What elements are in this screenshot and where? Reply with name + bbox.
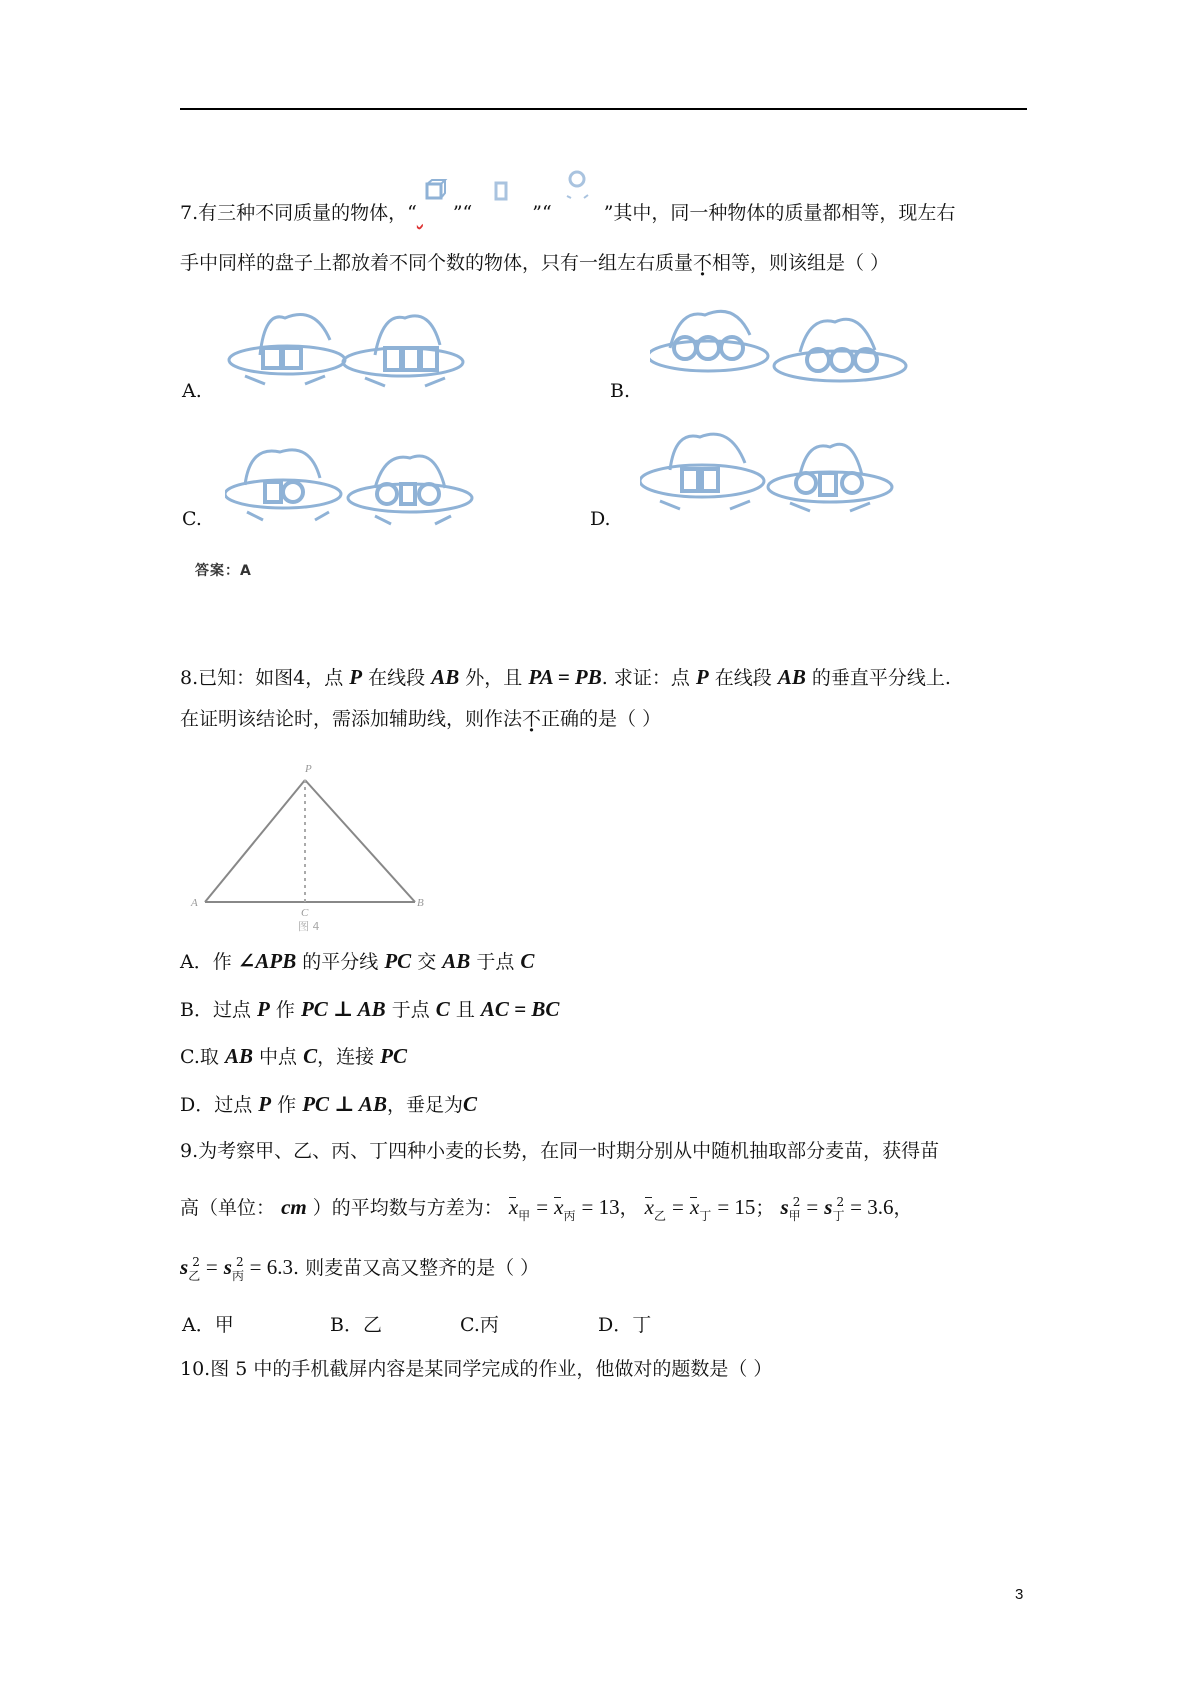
q8-option-b[interactable] xyxy=(180,996,559,1023)
value: = 15 xyxy=(717,1195,756,1219)
subscript: 乙 xyxy=(653,1209,666,1223)
q7-text: 手中同样的盘子上都放着不同个数的物体，只有一组左右质量 xyxy=(180,252,694,274)
math-var: C xyxy=(303,1044,318,1068)
mean-symbol: x xyxy=(689,1195,700,1219)
option-text: 且 xyxy=(455,999,475,1021)
q8-option-d[interactable] xyxy=(180,1091,477,1118)
q9-line1: 9.为考察甲、乙、丙、丁四种小麦的长势，在同一时期分别从中随机抽取部分麦苗，获得苗 xyxy=(180,1140,940,1162)
q9-option-b[interactable]: B．乙 xyxy=(330,1314,382,1336)
page-number: 3 xyxy=(1015,1586,1024,1603)
math-var: P xyxy=(349,665,363,689)
math-var: P xyxy=(258,1092,272,1116)
q8-text: 正确的是（ ） xyxy=(541,708,662,730)
q10-line1: 10.图 5 中的手机截屏内容是某同学完成的作业，他做对的题数是（ ） xyxy=(180,1358,773,1380)
subscript: 丙 xyxy=(231,1269,244,1283)
value: = 6.3 xyxy=(249,1255,294,1279)
label-p: P xyxy=(305,763,312,775)
variance-symbol: s xyxy=(180,1255,189,1279)
subscript: 丁 xyxy=(832,1209,845,1223)
q8-option-a[interactable] xyxy=(180,948,534,975)
variance-symbol: s xyxy=(223,1255,232,1279)
math-var: C xyxy=(435,997,450,1021)
q8-text: . 求证：点 xyxy=(601,667,690,689)
punct: ， xyxy=(619,1197,639,1219)
q8-text: 的垂直平分线上. xyxy=(811,667,951,689)
option-d-drawing xyxy=(640,425,900,535)
option-label: D．过点 xyxy=(180,1094,253,1116)
math-var: AB xyxy=(442,949,471,973)
q8-option-c[interactable] xyxy=(180,1043,407,1070)
option-label: C.取 xyxy=(180,1046,219,1068)
q7-option-a[interactable]: A. xyxy=(182,380,202,402)
option-text: 于点 xyxy=(476,951,515,973)
q9-line2 xyxy=(180,1194,913,1223)
math-expr: ∠APB xyxy=(237,949,297,973)
option-b-drawing xyxy=(650,300,920,415)
q9-option-c[interactable]: C.丙 xyxy=(460,1314,499,1336)
figure-4-triangle xyxy=(185,760,425,920)
option-label: B．过点 xyxy=(180,999,251,1021)
q8-text: 在线段 xyxy=(368,667,426,689)
math-var: PC xyxy=(380,1044,407,1068)
punct: ； xyxy=(755,1197,775,1219)
value: = 13 xyxy=(581,1195,620,1219)
option-text: ，垂足为 xyxy=(386,1094,463,1116)
subscript: 乙 xyxy=(188,1269,201,1283)
label-b: B xyxy=(417,897,424,909)
punct: ， xyxy=(893,1197,913,1219)
label-c: C xyxy=(301,907,309,919)
cylinder-object-icon xyxy=(472,200,532,226)
q9-text: ）的平均数与方差为： xyxy=(312,1197,503,1219)
option-text: 于点 xyxy=(391,999,430,1021)
math-var: C xyxy=(520,949,535,973)
q8-text: 在线段 xyxy=(714,667,772,689)
equals: = xyxy=(205,1255,218,1279)
q7-text: 7.有三种不同质量的物体，“ xyxy=(180,202,417,224)
option-text: 中点 xyxy=(259,1046,298,1068)
q7-line2 xyxy=(180,250,889,276)
subscript: 丁 xyxy=(699,1209,712,1223)
q9-line3 xyxy=(180,1254,539,1283)
emphasis-char: 不 xyxy=(522,708,542,730)
label-a: A xyxy=(191,897,198,909)
q8-text: 在证明该结论时，需添加辅助线，则作法 xyxy=(180,708,523,730)
q7-option-c[interactable]: C. xyxy=(182,508,202,530)
q7-option-b[interactable]: B. xyxy=(610,380,631,402)
option-c-drawing xyxy=(225,440,485,540)
variance-symbol: s xyxy=(780,1195,789,1219)
q8-line2 xyxy=(180,706,661,732)
math-var: C xyxy=(462,1092,477,1116)
header-rule xyxy=(180,108,1027,110)
value: = 3.6 xyxy=(850,1195,894,1219)
q8-text: 外，且 xyxy=(465,667,523,689)
equals: = xyxy=(536,1195,549,1219)
mean-symbol: x xyxy=(554,1195,564,1219)
math-var: AB xyxy=(224,1044,253,1068)
q7-text: 相等，则该组是（ ） xyxy=(712,252,890,274)
q7-option-d[interactable]: D. xyxy=(590,508,611,530)
option-text: 作 xyxy=(277,1094,297,1116)
math-expr: PA = PB xyxy=(528,665,602,689)
mean-symbol: x xyxy=(644,1195,654,1219)
option-text: 的平分线 xyxy=(302,951,379,973)
q7-text: ”“ xyxy=(452,202,473,224)
math-var: AB xyxy=(431,665,460,689)
option-text: 作 xyxy=(275,999,295,1021)
math-expr: PC ⊥ AB xyxy=(302,1092,387,1116)
variance-symbol: s xyxy=(824,1195,833,1219)
mean-symbol: x xyxy=(508,1195,519,1219)
superscript: 2 xyxy=(792,1195,801,1209)
q9-option-a[interactable]: A．甲 xyxy=(182,1314,234,1336)
math-var: P xyxy=(695,665,709,689)
q9-option-d[interactable]: D．丁 xyxy=(598,1314,652,1336)
emphasis-char: 不 xyxy=(693,252,713,274)
math-var: AB xyxy=(777,665,806,689)
subscript: 丙 xyxy=(563,1209,576,1223)
q7-text: ”其中，同一种物体的质量都相等，现左右 xyxy=(603,202,956,224)
option-a-drawing xyxy=(225,300,475,415)
subscript: 甲 xyxy=(518,1209,531,1223)
q9-text: 高（单位： xyxy=(180,1197,276,1219)
superscript: 2 xyxy=(235,1255,244,1269)
unit: cm xyxy=(281,1195,307,1219)
ball-object-icon xyxy=(552,200,604,226)
figure-caption: 图 4 xyxy=(298,920,320,933)
q7-line1 xyxy=(180,200,955,226)
q7-answer: 答案：A xyxy=(195,563,252,579)
subscript: 甲 xyxy=(788,1209,801,1223)
q8-line1 xyxy=(180,664,951,691)
option-text: ，连接 xyxy=(317,1046,375,1068)
option-text: 交 xyxy=(417,951,437,973)
math-expr: PC ⊥ AB xyxy=(300,997,386,1021)
q9-text: . 则麦苗又高又整齐的是（ ） xyxy=(293,1257,540,1279)
cube-object-icon xyxy=(417,200,453,226)
equals: = xyxy=(806,1195,819,1219)
math-expr: AC = BC xyxy=(480,997,560,1021)
option-label: A．作 xyxy=(180,951,232,973)
superscript: 2 xyxy=(836,1195,845,1209)
superscript: 2 xyxy=(192,1255,200,1269)
q7-text: ”“ xyxy=(532,202,552,224)
math-var: P xyxy=(257,997,270,1021)
q8-text: 8.已知：如图4，点 xyxy=(180,667,344,689)
equals: = xyxy=(672,1195,684,1219)
math-var: PC xyxy=(384,949,412,973)
